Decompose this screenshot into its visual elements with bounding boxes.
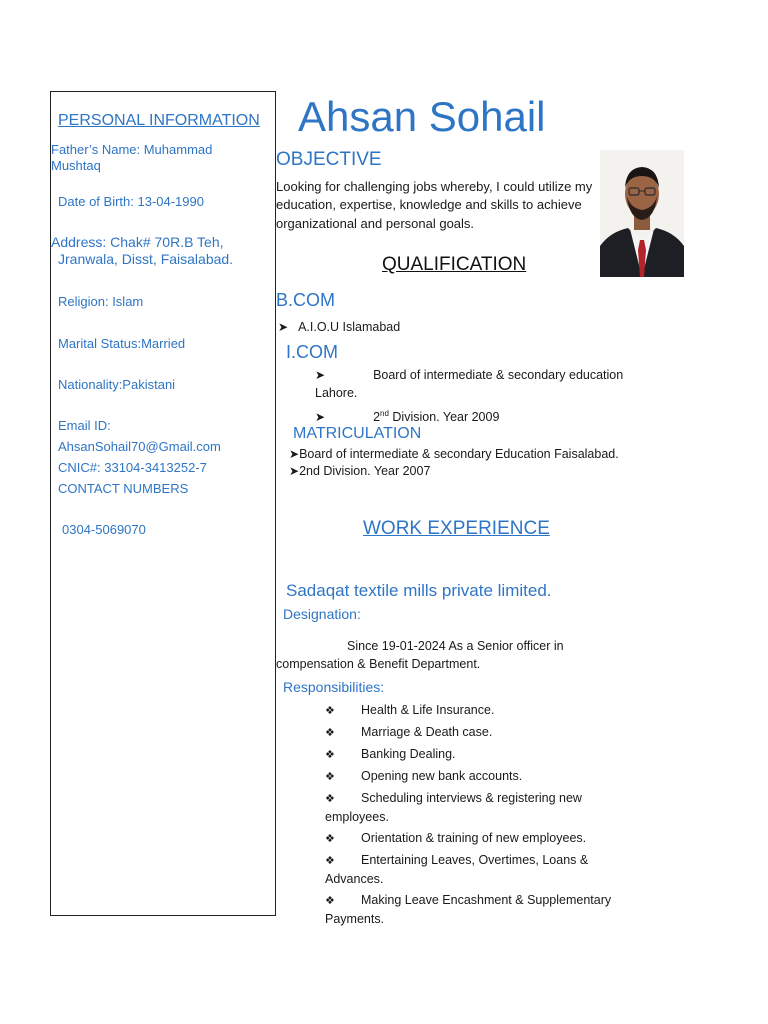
icom-item1 bbox=[315, 366, 623, 384]
personal-info-panel bbox=[50, 91, 276, 916]
diamond-bullet-icon: ❖ bbox=[325, 833, 335, 845]
icom-heading: I.COM bbox=[286, 342, 338, 362]
icom-item2-sup: nd bbox=[380, 409, 389, 418]
responsibility-item bbox=[325, 745, 456, 764]
matric-item2-text: 2nd Division. Year 2007 bbox=[299, 464, 431, 478]
matric-item1-text: Board of intermediate & secondary Education Faisalabad. bbox=[299, 447, 619, 461]
matriculation-heading: MATRICULATION bbox=[293, 425, 422, 442]
bcom-item bbox=[278, 318, 400, 336]
icom-item2-text: Division. Year 2009 bbox=[388, 410, 500, 425]
work-experience-heading: WORK EXPERIENCE bbox=[363, 518, 550, 539]
arrow-bullet-icon: ➤ bbox=[289, 447, 300, 461]
diamond-bullet-icon: ❖ bbox=[325, 705, 335, 717]
responsibility-text: Making Leave Encashment & Supplementary bbox=[361, 893, 612, 907]
responsibility-text-continued: employees. bbox=[325, 810, 389, 824]
nationality: Nationality:Pakistani bbox=[58, 377, 176, 392]
address-line1: Address: Chak# 70R.B Teh, bbox=[51, 234, 224, 250]
bcom-institute: A.I.O.U Islamabad bbox=[298, 320, 401, 334]
objective-line2: education, expertise, knowledge and skills to achieve bbox=[276, 197, 582, 212]
icom-item1-text: Board of intermediate & secondary education bbox=[373, 368, 624, 382]
objective-heading: OBJECTIVE bbox=[276, 149, 382, 170]
diamond-bullet-icon: ❖ bbox=[325, 793, 335, 805]
company-name: Sadaqat textile mills private limited. bbox=[286, 581, 552, 600]
objective-line1: Looking for challenging jobs whereby, I could utilize my bbox=[276, 179, 593, 194]
diamond-bullet-icon: ❖ bbox=[325, 855, 335, 867]
responsibility-text-continued: Advances. bbox=[325, 872, 384, 886]
responsibility-item bbox=[325, 789, 582, 826]
responsibilities-label: Responsibilities: bbox=[283, 679, 385, 695]
father-name-line1: Father’s Name: Muhammad bbox=[51, 142, 213, 157]
responsibility-text: Banking Dealing. bbox=[361, 747, 456, 761]
arrow-bullet-icon: ➤ bbox=[289, 464, 300, 478]
responsibility-text: Scheduling interviews & registering new bbox=[361, 791, 582, 805]
arrow-bullet-icon: ➤ bbox=[315, 410, 326, 425]
phone-number: 0304-5069070 bbox=[62, 522, 146, 537]
diamond-bullet-icon: ❖ bbox=[325, 771, 335, 783]
responsibility-item bbox=[325, 701, 494, 720]
responsibility-text: Opening new bank accounts. bbox=[361, 769, 523, 783]
marital-status: Marital Status:Married bbox=[58, 336, 186, 351]
candidate-name: Ahsan Sohail bbox=[298, 93, 546, 140]
qualification-heading: QUALIFICATION bbox=[382, 254, 527, 275]
responsibility-text: Marriage & Death case. bbox=[361, 725, 493, 739]
profile-photo-image bbox=[600, 150, 684, 277]
responsibility-text-continued: Payments. bbox=[325, 912, 385, 926]
bcom-heading: B.COM bbox=[276, 290, 336, 310]
contact-numbers-label: CONTACT NUMBERS bbox=[58, 481, 189, 496]
responsibility-text: Orientation & training of new employees. bbox=[361, 831, 587, 845]
cnic: CNIC#: 33104-3413252-7 bbox=[58, 460, 207, 475]
diamond-bullet-icon: ❖ bbox=[325, 749, 335, 761]
responsibility-text: Health & Life Insurance. bbox=[361, 703, 495, 717]
address-line2: Jranwala, Disst, Faisalabad. bbox=[58, 251, 234, 267]
email-label: Email ID: bbox=[58, 418, 111, 433]
father-name-line2: Mushtaq bbox=[51, 158, 101, 173]
responsibility-item bbox=[325, 723, 492, 742]
matric-item2 bbox=[289, 462, 430, 480]
icom-item2-number: 2 bbox=[373, 410, 381, 425]
responsibility-item bbox=[325, 767, 522, 786]
designation-label: Designation: bbox=[283, 606, 361, 622]
arrow-bullet-icon: ➤ bbox=[278, 320, 289, 334]
profile-photo bbox=[600, 150, 684, 277]
responsibility-text: Entertaining Leaves, Overtimes, Loans & bbox=[361, 853, 589, 867]
icom-item1-line2: Lahore. bbox=[315, 386, 358, 400]
designation-line1: Since 19-01-2024 As a Senior officer in bbox=[347, 639, 564, 653]
email-address: AhsanSohail70@Gmail.com bbox=[58, 439, 221, 454]
responsibility-item bbox=[325, 851, 588, 888]
matric-item1 bbox=[289, 445, 619, 463]
personal-info-title: PERSONAL INFORMATION bbox=[58, 112, 260, 129]
diamond-bullet-icon: ❖ bbox=[325, 727, 335, 739]
date-of-birth: Date of Birth: 13-04-1990 bbox=[58, 194, 204, 209]
religion: Religion: Islam bbox=[58, 294, 144, 309]
arrow-bullet-icon: ➤ bbox=[315, 368, 326, 382]
diamond-bullet-icon: ❖ bbox=[325, 895, 335, 907]
responsibility-item bbox=[325, 891, 611, 928]
designation-line2: compensation & Benefit Department. bbox=[276, 657, 481, 671]
objective-line3: organizational and personal goals. bbox=[276, 216, 475, 231]
icom-item2 bbox=[315, 405, 499, 426]
responsibility-item bbox=[325, 829, 586, 848]
